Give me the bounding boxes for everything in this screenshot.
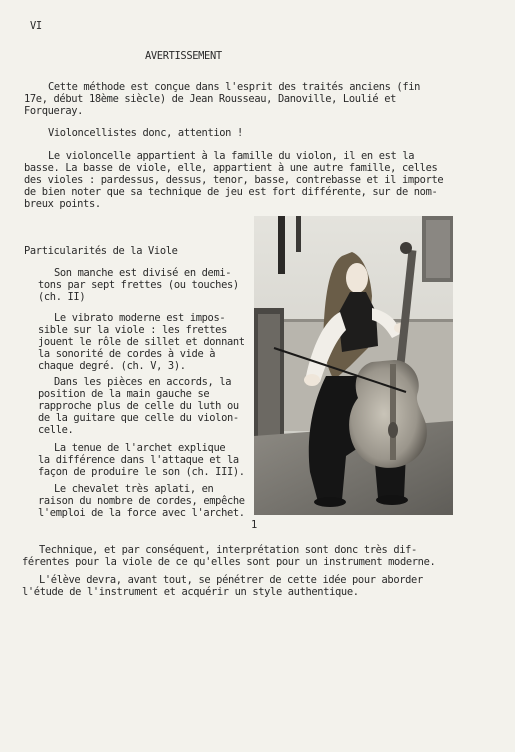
page-title: AVERTISSEMENT xyxy=(145,50,222,62)
section-p5-line: l'emploi de la force avec l'archet. xyxy=(38,507,245,519)
section-p3-line: de la guitare que celle du violon- xyxy=(38,412,239,424)
conclusion-p2-line: l'étude de l'instrument et acquérir un style authentique. xyxy=(22,586,359,598)
section-p2-line: Le vibrato moderne est impos- xyxy=(54,312,226,324)
photo-caption: 1 xyxy=(251,519,257,531)
intro-p1-line: Forqueray. xyxy=(24,105,84,117)
section-p1-line: tons par sept frettes (ou touches) xyxy=(38,279,239,291)
page-number: VI xyxy=(30,20,42,32)
section-p5-line: raison du nombre de cordes, empêche xyxy=(38,495,245,507)
intro-p3-line: basse. La basse de viole, elle, appartient à une autre famille, celles xyxy=(24,162,438,174)
section-p3-line: position de la main gauche se xyxy=(38,388,210,400)
section-p2-line: jouent le rôle de sillet et donnant xyxy=(38,336,245,348)
section-p3-line: celle. xyxy=(38,424,74,436)
viola-da-gamba-player-photo xyxy=(254,216,453,515)
intro-p1-line: 17e, début 18ème siècle) de Jean Rousseau, Danoville, Loulié et xyxy=(24,93,397,105)
conclusion-p1-line: Technique, et par conséquent, interprétation sont donc très dif- xyxy=(39,544,417,556)
section-p3-line: Dans les pièces en accords, la xyxy=(54,376,232,388)
intro-p3-line: de bien noter que sa technique de jeu est fort différente, sur de nom- xyxy=(24,186,438,198)
section-p4-line: La tenue de l'archet explique xyxy=(54,442,226,454)
section-p1-line: (ch. II) xyxy=(38,291,86,303)
section-p4-line: façon de produire le son (ch. III). xyxy=(38,466,245,478)
section-p3-line: rapproche plus de celle du luth ou xyxy=(38,400,239,412)
section-p1-line: Son manche est divisé en demi- xyxy=(54,267,232,279)
section-p2-line: sible sur la viole : les frettes xyxy=(38,324,227,336)
intro-p1-line: Cette méthode est conçue dans l'esprit des traités anciens (fin xyxy=(48,81,421,93)
intro-p2-line: Violoncellistes donc, attention ! xyxy=(48,127,243,139)
section-p5-line: Le chevalet très aplati, en xyxy=(54,483,214,495)
conclusion-p2-line: L'élève devra, avant tout, se pénétrer de cette idée pour aborder xyxy=(39,574,423,586)
intro-p3-line: des violes : pardessus, dessus, tenor, basse, contrebasse et il importe xyxy=(24,174,444,186)
section-p2-line: chaque degré. (ch. V, 3). xyxy=(38,360,186,372)
section-heading: Particularités de la Viole xyxy=(24,245,178,257)
intro-p3-line: breux points. xyxy=(24,198,101,210)
conclusion-p1-line: férentes pour la viole de ce qu'elles sont pour un instrument moderne. xyxy=(22,556,436,568)
section-p2-line: la sonorité de cordes à vide à xyxy=(38,348,216,360)
section-p4-line: la différence dans l'attaque et la xyxy=(38,454,239,466)
intro-p3-line: Le violoncelle appartient à la famille du violon, il en est la xyxy=(48,150,415,162)
